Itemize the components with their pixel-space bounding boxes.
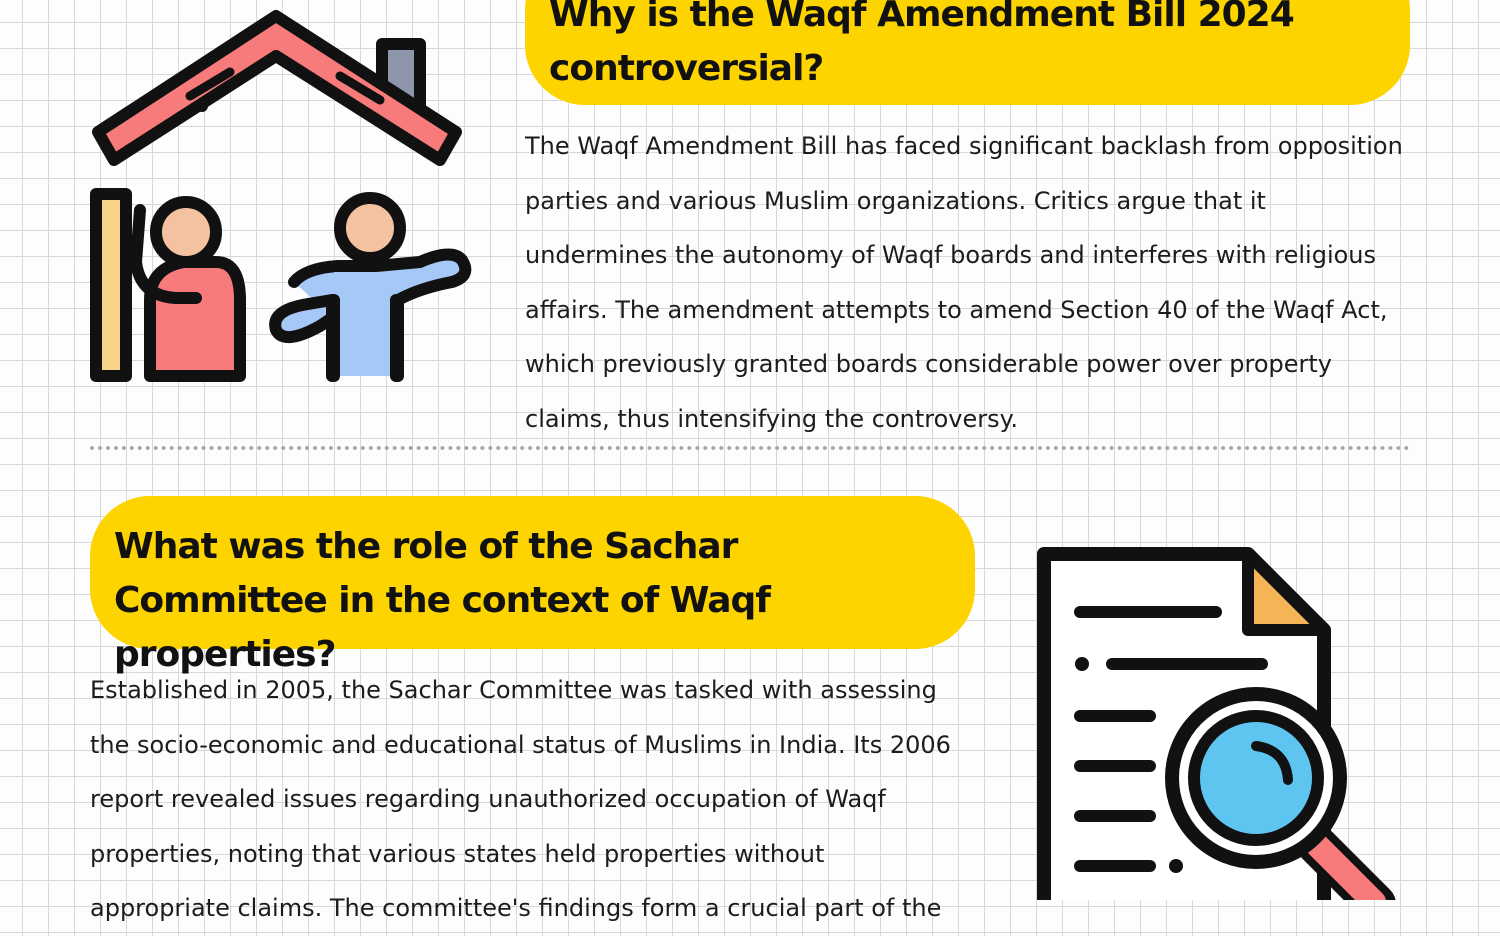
section-2-body: Established in 2005, the Sachar Committee was tasked with assessing the socio-economic and educational status of Muslims in India. Its 2006 report revealed issues regarding unauthorized occupation of Waqf properties, noting that various states held properties without appropriate claims. The committee's findings form a crucial part of the — [90, 676, 951, 922]
section-2-heading-pill — [90, 496, 975, 675]
section-1-heading: Why is the Waqf Amendment Bill 2024 controversial? — [549, 0, 1294, 89]
document-search-icon — [1020, 540, 1420, 900]
house-eviction-icon — [80, 0, 480, 400]
section-1-body: The Waqf Amendment Bill has faced significant backlash from opposition parties and various Muslim organizations. Critics argue that it undermines the autonomy of Waqf boards and interferes with religious affairs. The amendment attempts to amend Section 40 of the Waqf Act, which previously granted boards considerable power over property claims, thus intensifying the controversy. — [525, 132, 1403, 433]
section-1-heading-pill — [525, 0, 1410, 105]
section-divider — [90, 446, 1410, 450]
section-2-heading: What was the role of the Sachar Committee in the context of Waqf properties? — [114, 526, 770, 675]
